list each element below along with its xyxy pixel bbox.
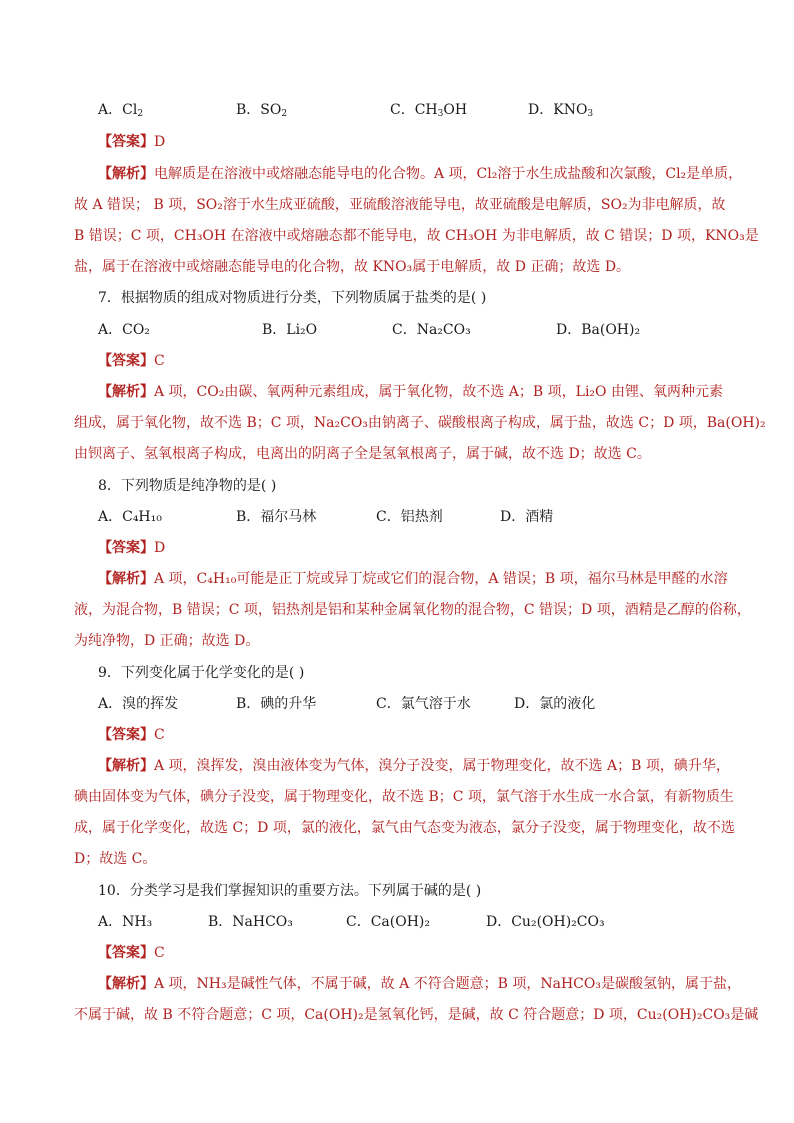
analysis-line: 盐，属于在溶液中或熔融态能导电的化合物，故 KNO₃属于电解质，故 D 正确；故选 D。 [74, 259, 631, 275]
q9-answer: 【答案】C [98, 727, 165, 743]
q6-option-d: D．$KNO_3$ [528, 102, 594, 119]
q6-option-c: C．$CH_3OH$ [390, 102, 468, 119]
q10-option-a: A．NH₃ [98, 914, 153, 930]
q6-answer: 【答案】D [98, 134, 166, 150]
q9-option-b: B．碘的升华 [236, 696, 317, 712]
analysis-line: 为纯净物，D 正确；故选 D。 [74, 633, 260, 649]
q8-option-a: A．C₄H₁₀ [98, 509, 162, 525]
analysis-line: 不属于碱，故 B 不符合题意；C 项，Ca(OH)₂是氢氧化钙，是碱，故 C 符合题意；D 项，Cu₂(OH)₂CO₃是碱 [74, 1007, 759, 1023]
q9-option-c: C．氯气溶于水 [376, 696, 471, 712]
q10-answer: 【答案】C [98, 945, 165, 961]
analysis-line: 成，属于化学变化，故选 C；D 项，氯的液化，氯气由气态变为液态，氯分子没变，属于物理变化，故不选 [74, 820, 735, 836]
q7-option-d: D．Ba(OH)₂ [556, 322, 641, 338]
analysis-line: D；故选 C。 [74, 851, 157, 867]
analysis-line: 由钡离子、氢氧根离子构成，电离出的阴离子全是氢氧根离子，属于碱，故不选 D；故选 C。 [74, 446, 651, 462]
q8-option-c: C．铝热剂 [376, 509, 443, 525]
q9-stem: 9．下列变化属于化学变化的是( ) [98, 665, 305, 681]
analysis-line: 【解析】A 项，NH₃是碱性气体，不属于碱，故 A 不符合题意；B 项，NaHCO₃是碳酸氢钠，属于盐， [98, 976, 741, 992]
q7-option-c: C．Na₂CO₃ [392, 322, 471, 338]
analysis-line: 组成，属于氧化物，故不选 B；C 项，Na₂CO₃由钠离子、碳酸根离子构成，属于盐，故选 C；D 项，Ba(OH)₂ [74, 415, 766, 431]
q8-option-b: B．福尔马林 [236, 509, 317, 525]
q10-option-c: C．Ca(OH)₂ [346, 914, 430, 930]
q10-option-b: B．NaHCO₃ [208, 914, 293, 930]
analysis-line: B 错误；C 项，CH₃OH 在溶液中或熔融态都不能导电，故 CH₃OH 为非电解质，故 C 错误；D 项，KNO₃是 [74, 228, 759, 244]
analysis-line: 【解析】A 项，溴挥发，溴由液体变为气体，溴分子没变，属于物理变化，故不选 A；B 项，碘升华， [98, 758, 730, 774]
analysis-line: 碘由固体变为气体，碘分子没变，属于物理变化，故不选 B；C 项，氯气溶于水生成一水合氯，有新物质生 [74, 789, 734, 805]
q7-answer: 【答案】C [98, 353, 165, 369]
q7-option-b: B．Li₂O [262, 322, 318, 338]
q8-stem: 8．下列物质是纯净物的是( ) [98, 478, 277, 494]
analysis-line: 【解析】A 项，C₄H₁₀可能是正丁烷或异丁烷或它们的混合物，A 错误；B 项，福尔马林是甲醛的水溶 [98, 571, 728, 587]
q9-option-a: A．溴的挥发 [98, 696, 179, 712]
q9-option-d: D．氯的液化 [514, 696, 596, 712]
q8-option-d: D．酒精 [500, 509, 554, 525]
q8-answer: 【答案】D [98, 540, 166, 556]
q10-option-d: D．Cu₂(OH)₂CO₃ [486, 914, 605, 930]
q6-option-a: A．$Cl_2$ [98, 102, 144, 119]
analysis-line: 【解析】电解质是在溶液中或熔融态能导电的化合物。A 项，Cl₂溶于水生成盐酸和次氯酸，Cl₂是单质， [98, 166, 743, 182]
analysis-line: 故 A 错误； B 项，SO₂溶于水生成亚硫酸，亚硫酸溶液能导电，故亚硫酸是电解质，SO₂为非电解质，故 [74, 197, 726, 213]
analysis-line: 液，为混合物，B 错误；C 项，铝热剂是铝和某种金属氧化物的混合物，C 错误；D 项，酒精是乙醇的俗称， [74, 602, 751, 618]
q6-option-b: B．$SO_2$ [236, 102, 288, 119]
q7-stem: 7．根据物质的组成对物质进行分类，下列物质属于盐类的是( ) [98, 290, 487, 306]
q10-stem: 10．分类学习是我们掌握知识的重要方法。下列属于碱的是( ) [98, 883, 482, 899]
analysis-line: 【解析】A 项，CO₂由碳、氧两种元素组成，属于氧化物，故不选 A；B 项，Li₂O 由锂、氧两种元素 [98, 384, 723, 400]
q7-option-a: A．CO₂ [98, 322, 150, 338]
